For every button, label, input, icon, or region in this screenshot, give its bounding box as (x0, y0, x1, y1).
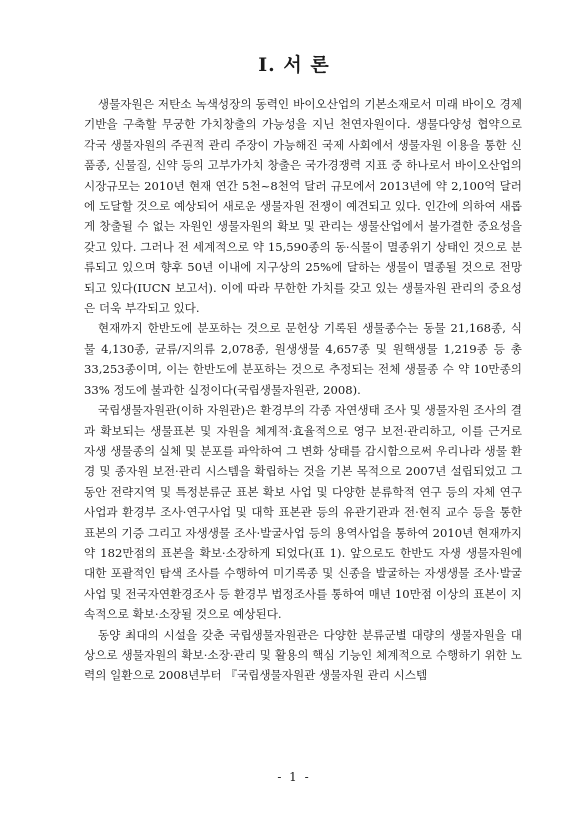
paragraph: 국립생물자원관(이하 자원관)은 환경부의 각종 자연생태 조사 및 생물자원 조사의 결과 확보되는 생물표본 및 자원을 체계적·효율적으로 영구 보전·관리하고, 이를 근거로 자생 생물종의 실체 및 분포를 파악하여 그 변화 상태를 감시함으로써 우리나라 생물 환경 및 종자원 보전·관리 시스템을 확립하는 것을 기본 목적으로 2007년 설립되었고 그동안 전략지역 및 특정분류군 표본 확보 사업 및 다양한 분류학적 연구 등의 자체 연구사업과 환경부 조사·연구사업 및 대학 표본관 등의 유관기관과 전·현직 교수 등을 통한 표본의 기증 그리고 자생생물 조사·발굴사업 등의 용역사업을 통하여 2010년 현재까지 약 182만점의 표본을 확보·소장하게 되었다(표 1). 앞으로도 한반도 자생 생물자원에 대한 포괄적인 탐색 조사를 수행하여 미기록종 및 신종을 발굴하는 자생생물 조사·발굴사업 및 전국자연환경조사 등 환경부 법정조사를 통하여 매년 10만점 이상의 표본이 지속적으로 확보·소장될 것으로 예상된다. (84, 403, 522, 622)
paragraph: 생물자원은 저탄소 녹색성장의 동력인 바이오산업의 기본소재로서 미래 바이오 경제 기반을 구축할 무궁한 가치창출의 가능성을 지닌 천연자원이다. 생물다양성 협약으로 각국 생물자원의 주권적 관리 주장이 가능해진 국제 사회에서 생물자원 이용을 통한 신품종, 신물질, 신약 등의 고부가가치 창출은 국가경쟁력 지표 중 하나로서 바이오산업의 시장규모는 2010년 현재 연간 5천~8천억 달러 규모에서 2013년에 약 2,100억 달러에 도달할 것으로 예상되어 새로운 생물자원 전쟁이 예견되고 있다. 인간에 의하여 새롭게 창출될 수 없는 자원인 생물자원의 확보 및 관리는 생물산업에서 불가결한 중요성을 갖고 있다. 그러나 전 세계적으로 약 15,590종의 동·식물이 멸종위기 상태인 것으로 분류되고 있으며 향후 50년 이내에 지구상의 25%에 달하는 생물이 멸종될 것으로 전망되고 있다(IUCN 보고서). 이에 따라 무한한 가치를 갖고 있는 생물자원 관리의 중요성은 더욱 부각되고 있다. (84, 97, 522, 316)
paragraph: 동양 최대의 시설을 갖춘 국립생물자원관은 다양한 분류군별 대량의 생물자원을 대상으로 생물자원의 확보·소장·관리 및 활용의 핵심 기능인 체계적으로 수행하기 위한 노력의 일환으로 2008년부터 『국립생물자원관 생물자원 관리 시스템 (84, 627, 522, 683)
body-text (84, 94, 522, 686)
chapter-title: I. 서 론 (258, 54, 330, 76)
paragraph: 현재까지 한반도에 분포하는 것으로 문헌상 기록된 생물종수는 동물 21,168종, 식물 4,130종, 균류/지의류 2,078종, 원생생물 4,657종 및 원핵생물 1,219종 등 총 33,253종이며, 이는 한반도에 분포하는 것으로 추정되는 전체 생물종 수 약 10만종의 33% 정도에 불과한 실정이다(국립생물자원관, 2008). (84, 321, 522, 397)
page-number: - 1 - (277, 770, 311, 784)
